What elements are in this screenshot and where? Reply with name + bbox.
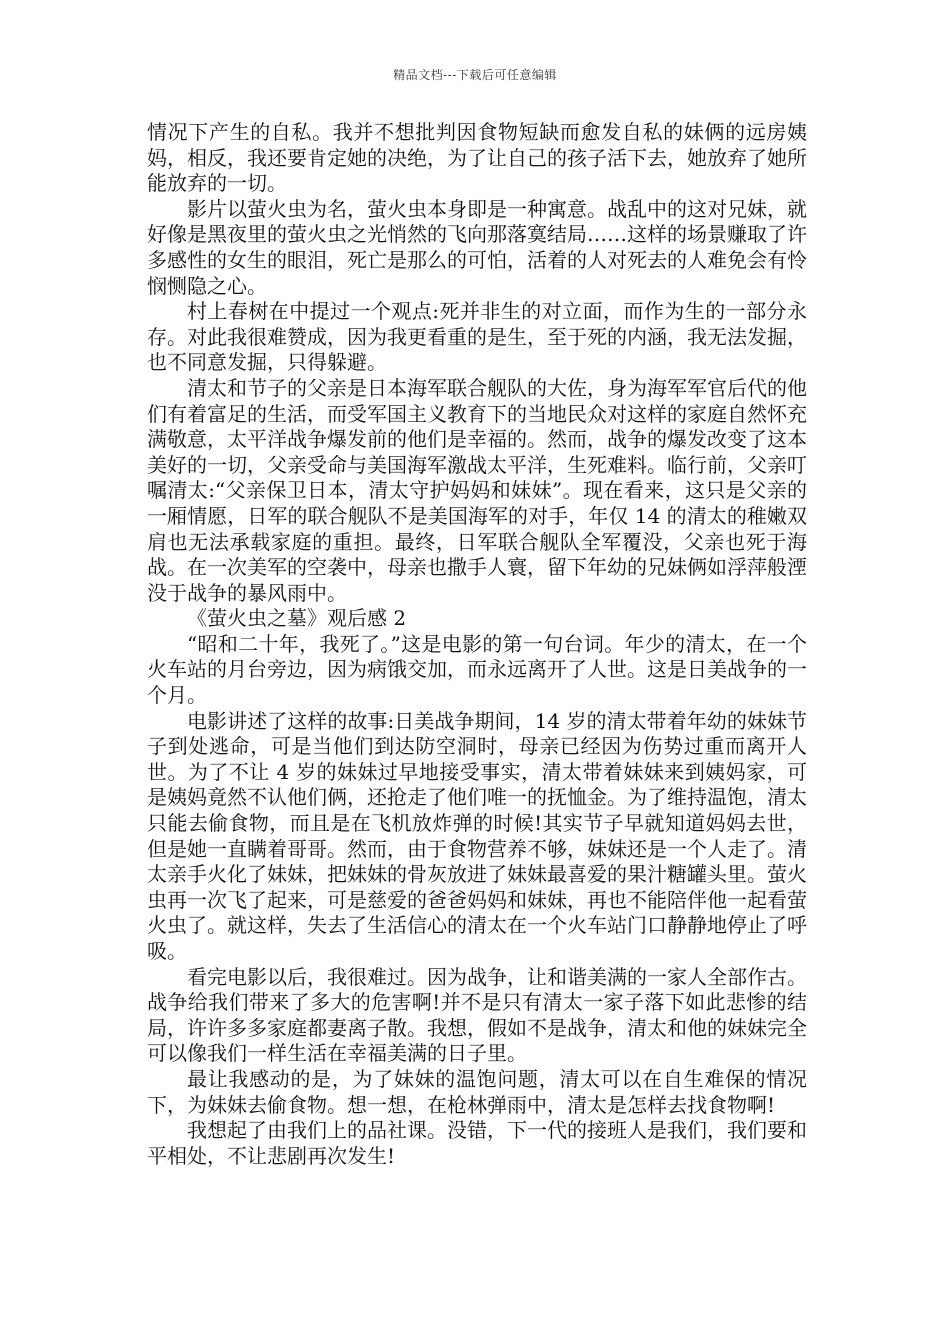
paragraph: 电影讲述了这样的故事:日美战争期间，14 岁的清太带着年幼的妹妹节子到处逃命，可是当他们到达防空洞时，母亲已经因为伤势过重而离开人世。为了不让 4 岁的妹妹过早地接受事实，清太带着妹妹来到姨妈家，可是姨妈竟然不认他们俩，还抢走了他们唯一的抚恤金。为了维持温饱，清太只能去偷食物，而且是在飞机放炸弹的时候!其实节子早就知道妈妈去世，但是她一直瞒着哥哥。然而，由于食物营养不够，妹妹还是一个人走了。清太亲手火化了妹妹，把妹妹的骨灰放进了妹妹最喜爱的果汁糖罐头里。萤火虫再一次飞了起来，可是慈爱的爸爸妈妈和妹妹，再也不能陪伴他一起看萤火虫了。就这样，失去了生活信心的清太在一个火车站门口静静地停止了呼吸。 bbox=[147, 708, 807, 963]
page-header: 精品文档---下载后可任意编辑 bbox=[393, 68, 557, 82]
paragraph: 最让我感动的是，为了妹妹的温饱问题，清太可以在自生难保的情况下，为妹妹去偷食物。想一想，在枪林弹雨中，清太是怎样去找食物啊! bbox=[147, 1066, 807, 1117]
paragraph: 村上春树在中提过一个观点:死并非生的对立面，而作为生的一部分永存。对此我很难赞成，因为我更看重的是生，至于死的内涵，我无法发掘，也不同意发掘，只得躲避。 bbox=[147, 299, 807, 375]
paragraph: 影片以萤火虫为名，萤火虫本身即是一种寓意。战乱中的这对兄妹，就好像是黑夜里的萤火虫之光悄然的飞向那落寞结局……这样的场景赚取了许多感性的女生的眼泪，死亡是那么的可怕，活着的人对死去的人难免会有怜悯恻隐之心。 bbox=[147, 196, 807, 298]
document-body bbox=[147, 120, 807, 1169]
paragraph: 我想起了由我们上的品社课。没错，下一代的接班人是我们，我们要和平相处，不让悲剧再次发生! bbox=[147, 1118, 807, 1168]
paragraph-continuation: 情况下产生的自私。我并不想批判因食物短缺而愈发自私的妹俩的远房姨妈，相反，我还要肯定她的决绝，为了让自己的孩子活下去，她放弃了她所能放弃的一切。 bbox=[147, 120, 807, 196]
paragraph: 看完电影以后，我很难过。因为战争，让和谐美满的一家人全部作古。战争给我们带来了多大的危害啊!并不是只有清太一家子落下如此悲惨的结局，许许多多家庭都妻离子散。我想，假如不是战争，清太和他的妹妹完全可以像我们一样生活在幸福美满的日子里。 bbox=[147, 964, 807, 1066]
section-heading: 《萤火虫之墓》观后感 2 bbox=[187, 606, 407, 631]
paragraph: “昭和二十年，我死了。”这是电影的第一句台词。年少的清太，在一个火车站的月台旁边，因为病饿交加，而永远离开了人世。这是日美战争的一个月。 bbox=[147, 631, 807, 708]
paragraph: 清太和节子的父亲是日本海军联合舰队的大佐，身为海军军官后代的他们有着富足的生活，而受军国主义教育下的当地民众对这样的家庭自然怀充满敬意，太平洋战争爆发前的他们是幸福的。然而，战争的爆发改变了这本美好的一切，父亲受命与美国海军激战太平洋，生死难料。临行前，父亲叮嘱清太:“父亲保卫日本，清太守护妈妈和妹妹”。现在看来，这只是父亲的一厢情愿，日军的联合舰队不是美国海军的对手，年仅 14 的清太的稚嫩双肩也无法承载家庭的重担。最终，日军联合舰队全军覆没，父亲也死于海战。在一次美军的空袭中，母亲也撒手人寰，留下年幼的兄妹俩如浮萍般湮没于战争的暴风雨中。 bbox=[147, 375, 807, 605]
